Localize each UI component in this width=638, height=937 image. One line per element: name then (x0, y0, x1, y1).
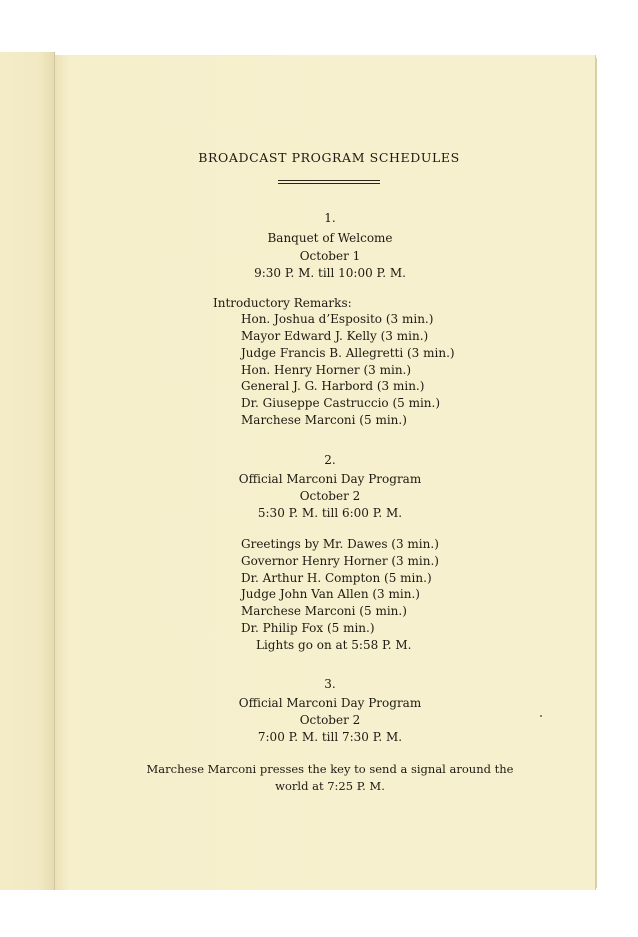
program-2-number: 2. (324, 453, 336, 467)
program-1-number: 1. (324, 211, 336, 225)
program-1-date: October 1 (299, 249, 361, 263)
program-1-speaker: Marchese Marconi (5 min.) (241, 413, 407, 427)
program-page (55, 55, 595, 890)
program-2-speaker: Greetings by Mr. Dawes (3 min.) (241, 537, 439, 551)
paper-speck (540, 715, 542, 717)
program-2-speaker: Judge John Van Allen (3 min.) (241, 587, 420, 601)
program-3-closing-line: world at 7:25 P. M. (275, 779, 385, 793)
program-1-speaker: Judge Francis B. Allegretti (3 min.) (241, 346, 455, 360)
title-double-rule (278, 180, 380, 184)
program-3-time: 7:00 P. M. till 7:30 P. M. (257, 730, 403, 744)
program-2-time: 5:30 P. M. till 6:00 P. M. (257, 506, 403, 520)
program-1-speaker: Mayor Edward J. Kelly (3 min.) (241, 329, 429, 343)
program-2-speaker: Dr. Arthur H. Compton (5 min.) (241, 571, 432, 585)
program-1-speaker: General J. G. Harbord (3 min.) (241, 379, 425, 393)
program-1-heading: Introductory Remarks: (213, 296, 352, 310)
program-1-time: 9:30 P. M. till 10:00 P. M. (254, 266, 406, 280)
facing-page (0, 52, 55, 890)
program-3-date: October 2 (299, 713, 361, 727)
program-3-closing-line: Marchese Marconi presses the key to send a signal around the (146, 762, 514, 776)
program-1-speaker: Hon. Henry Horner (3 min.) (241, 363, 412, 377)
program-1-event: Banquet of Welcome (267, 231, 393, 245)
page-edge (595, 58, 597, 888)
program-3-number: 3. (324, 677, 336, 691)
program-2-event: Official Marconi Day Program (238, 472, 422, 486)
program-1-speaker: Hon. Joshua d’Esposito (3 min.) (241, 312, 434, 326)
program-content (55, 55, 595, 890)
program-3-event: Official Marconi Day Program (238, 696, 422, 710)
program-2-note: Lights go on at 5:58 P. M. (256, 638, 412, 652)
program-2-speaker: Dr. Philip Fox (5 min.) (241, 621, 375, 635)
program-2-speaker: Marchese Marconi (5 min.) (241, 604, 407, 618)
program-2-speaker: Governor Henry Horner (3 min.) (241, 554, 439, 568)
page-title: BROADCAST PROGRAM SCHEDULES (198, 150, 460, 165)
program-1-speaker: Dr. Giuseppe Castruccio (5 min.) (241, 396, 441, 410)
program-2-date: October 2 (299, 489, 361, 503)
